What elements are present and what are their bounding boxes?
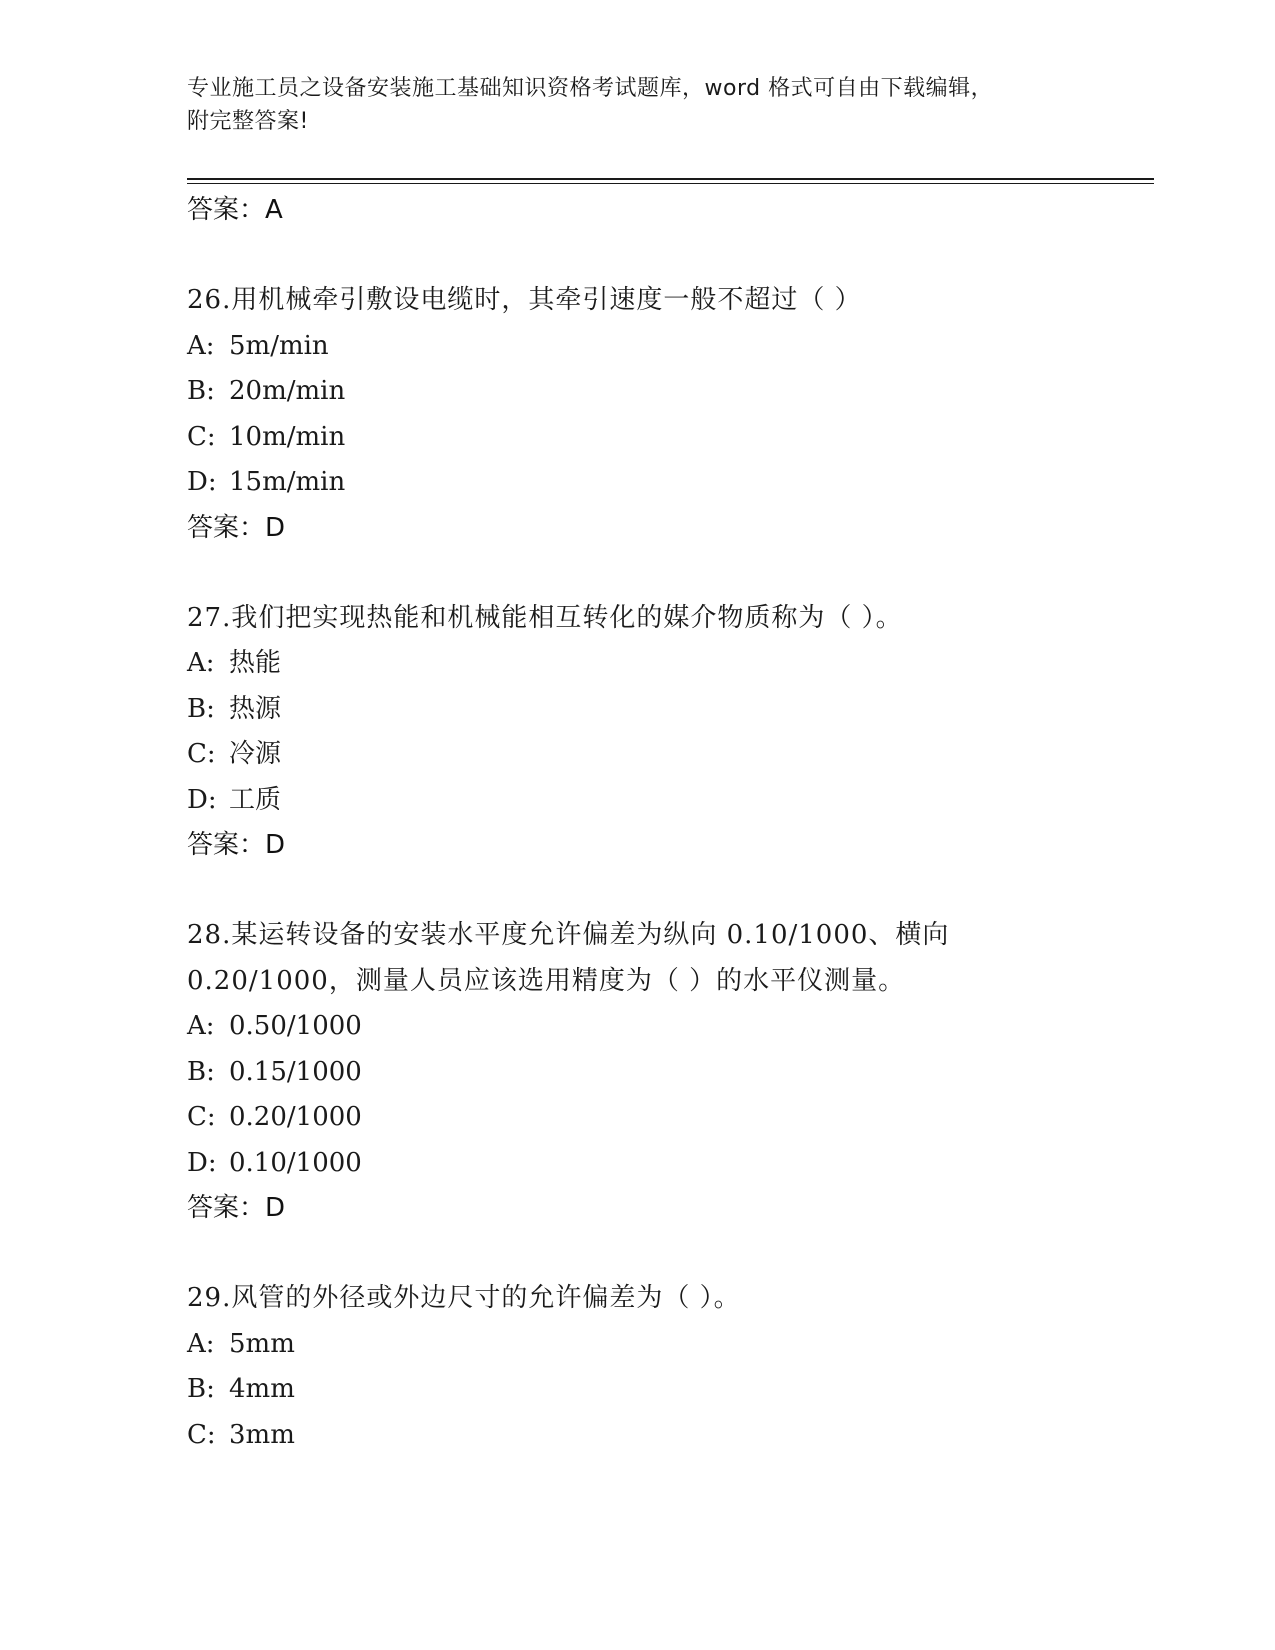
option-letter: B: — [187, 1056, 215, 1087]
option-b — [187, 687, 1147, 733]
option-b — [187, 1367, 1147, 1413]
question-28 — [187, 913, 1147, 1231]
option-text: 热能 — [229, 648, 282, 678]
option-a — [187, 1322, 1147, 1368]
option-c — [187, 415, 1147, 461]
option-text: 3mm — [229, 1419, 295, 1450]
option-d — [187, 460, 1147, 506]
question-text: 26.用机械牵引敷设电缆时，其牵引速度一般不超过（ ） — [187, 285, 862, 315]
question-text: 29.风管的外径或外边尺寸的允许偏差为（ ）。 — [187, 1283, 741, 1313]
option-b — [187, 1050, 1147, 1096]
option-letter: A: — [187, 1328, 215, 1359]
previous-answer: 答案：A — [187, 195, 283, 225]
question-text: 28.某运转设备的安装水平度允许偏差为纵向 0.10/1000、横向 — [187, 920, 950, 950]
option-text: 热源 — [229, 693, 282, 724]
option-letter: C: — [187, 1419, 216, 1450]
option-letter: D: — [187, 1147, 217, 1178]
question-text-continued: 0.20/1000，测量人员应该选用精度为（ ）的水平仪测量。 — [187, 965, 906, 996]
header-rule-thin — [187, 183, 1154, 184]
questions-content — [187, 188, 1147, 1458]
spacer — [187, 233, 1147, 278]
option-text: 冷源 — [229, 739, 282, 769]
spacer — [187, 551, 1147, 596]
option-text: 4mm — [229, 1374, 295, 1404]
option-text: 10m/min — [229, 421, 346, 452]
header-rule-thick — [187, 178, 1154, 180]
spacer — [187, 1231, 1147, 1276]
option-a — [187, 1004, 1147, 1050]
option-letter: B: — [187, 376, 215, 406]
document-header — [187, 72, 1087, 138]
answer: 答案：D — [187, 1193, 286, 1223]
option-letter: D: — [187, 784, 217, 815]
option-text: 工质 — [229, 784, 282, 815]
option-text: 15m/min — [229, 467, 346, 497]
option-text: 0.20/1000 — [229, 1102, 362, 1132]
header-line-1: 专业施工员之设备安装施工基础知识资格考试题库，word 格式可自由下载编辑， — [187, 76, 994, 101]
option-letter: B: — [187, 693, 215, 724]
option-text: 20m/min — [229, 376, 346, 406]
option-text: 0.15/1000 — [229, 1056, 362, 1087]
question-29 — [187, 1276, 1147, 1458]
option-letter: C: — [187, 739, 216, 769]
option-letter: B: — [187, 1374, 215, 1404]
option-text: 0.10/1000 — [229, 1147, 362, 1178]
question-text: 27.我们把实现热能和机械能相互转化的媒介物质称为（ ）。 — [187, 602, 903, 633]
option-letter: A: — [187, 330, 215, 361]
question-26 — [187, 278, 1147, 551]
option-a — [187, 324, 1147, 370]
answer: 答案：D — [187, 830, 286, 860]
answer: 答案：D — [187, 512, 286, 543]
option-letter: D: — [187, 467, 217, 497]
option-c — [187, 732, 1147, 778]
option-letter: C: — [187, 1102, 216, 1132]
option-c — [187, 1413, 1147, 1459]
option-letter: A: — [187, 648, 215, 678]
option-text: 5m/min — [229, 330, 329, 361]
option-d — [187, 778, 1147, 824]
question-27 — [187, 596, 1147, 869]
option-text: 0.50/1000 — [229, 1011, 362, 1041]
option-text: 5mm — [229, 1328, 295, 1359]
header-line-2: 附完整答案! — [187, 109, 309, 134]
option-letter: A: — [187, 1011, 215, 1041]
option-b — [187, 369, 1147, 415]
option-letter: C: — [187, 421, 216, 452]
option-d — [187, 1141, 1147, 1187]
option-a — [187, 641, 1147, 687]
option-c — [187, 1095, 1147, 1141]
spacer — [187, 868, 1147, 913]
